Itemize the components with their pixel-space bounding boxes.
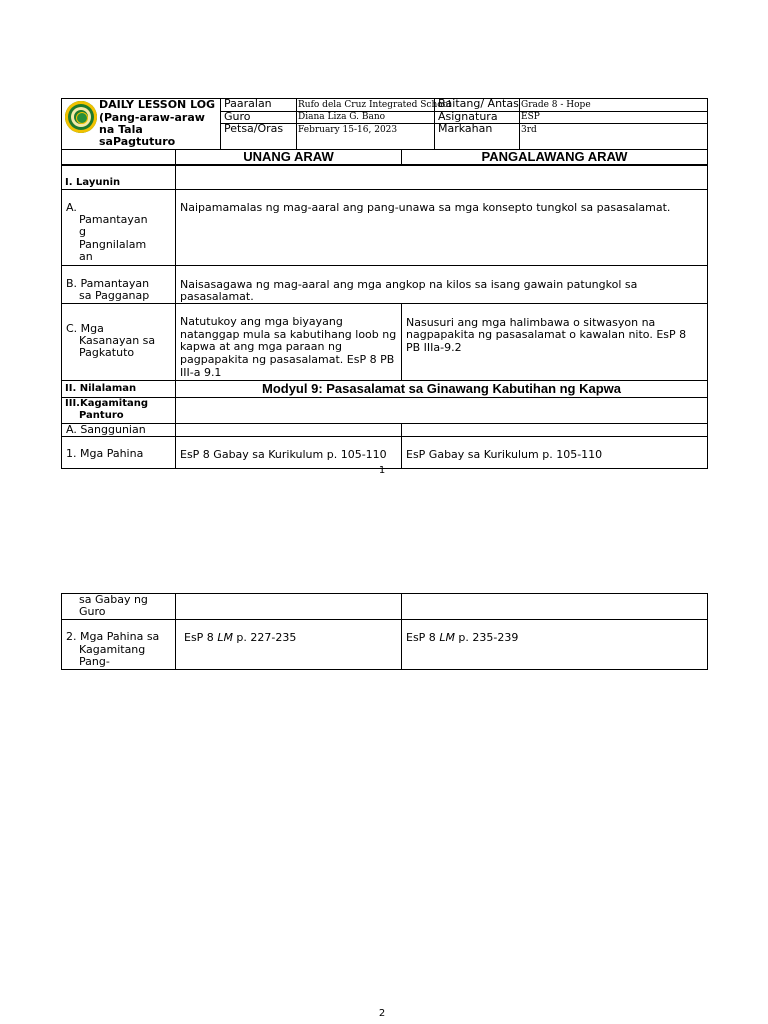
column-header-day2: PANGALAWANG ARAW [481,149,628,164]
lm-pages-day1: EsP 8 LM p. 227-235 [184,631,297,644]
rule [61,593,708,594]
rule [61,189,708,190]
rule [401,423,402,468]
performance-standard-line-2: pasasalamat. [180,290,254,303]
pahina-day1: EsP 8 Gabay sa Kurikulum p. 105-110 [180,448,387,461]
column-header-day1: UNANG ARAW [243,149,334,164]
row-label-c-line-2: Kasanayan sa [79,334,156,347]
log-title-line-2: (Pang-araw-araw [99,111,205,124]
rule [296,98,297,149]
log-title-line-4: saPagtuturo [99,135,176,148]
row-label-a-line-1: A. [66,201,77,214]
quarter-value: 3rd [521,125,537,135]
row-label-c-line-3: Pagkatuto [79,346,135,359]
performance-standard-line-1: Naisasagawa ng mag-aaral ang mga angkop na kilos sa isang gawain patungkol sa [180,278,638,291]
rule [401,593,402,669]
rule [61,669,708,670]
cont-label-line-1: sa Gabay ng [79,593,148,606]
competency-day2-line-3: PB IIIa-9.2 [406,341,462,354]
rule [519,98,520,149]
row-label-2-line-3: Pang- [79,655,110,668]
competency-day1-line-5: III-a 9.1 [180,366,222,379]
rule [401,303,402,380]
rule [61,593,62,669]
rule [61,164,708,166]
row-label-c-line-1: C. Mga [66,322,104,335]
row-label-b-line-1: B. Pamantayan [66,277,150,290]
teacher-label: Guro [224,110,251,123]
cont-label-line-2: Guro [79,605,106,618]
rule [61,397,708,398]
section-layunin: I. Layunin [65,177,121,188]
school-value: Rufo dela Cruz Integrated School [298,100,451,110]
school-seal-icon [65,101,97,133]
rule [707,98,708,468]
school-label: Paaralan [224,97,272,110]
row-label-a-line-4: Pangnilalam [79,238,147,251]
row-label-mga-pahina: 1. Mga Pahina [66,447,144,460]
competency-day1-line-2: natanggap mula sa kabutihang loob ng [180,328,397,341]
section-kagamitang-line-2: Panturo [79,410,124,421]
rule [707,593,708,669]
page-number: 2 [378,1008,386,1019]
lm-pages-day2: EsP 8 LM p. 235-239 [406,631,519,644]
row-label-a-line-2: Pamantayan [79,213,148,226]
subject-value: ESP [521,112,540,122]
rule [61,436,708,437]
date-time-label: Petsa/Oras [224,122,284,135]
competency-day1-line-4: pagpapakita ng pasasalamat. EsP 8 PB [180,353,395,366]
date-time-value: February 15-16, 2023 [298,125,398,135]
log-title-line-1: DAILY LESSON LOG [99,98,216,111]
grade-level-label: Baitang/ Antas [438,97,519,110]
rule [61,98,62,468]
pahina-day2: EsP Gabay sa Kurikulum p. 105-110 [406,448,603,461]
grade-level-value: Grade 8 - Hope [521,100,591,110]
teacher-value: Diana Liza G. Bano [298,112,386,122]
quarter-label: Markahan [438,122,493,135]
section-nilalaman: II. Nilalaman [65,383,137,394]
page-number: 1 [378,465,386,476]
competency-day1-line-3: kapwa at ang mga paraan ng [180,340,342,353]
rule [61,265,708,266]
rule [175,593,176,669]
rule [61,619,708,620]
content-standard-text: Naipamamalas ng mag-aaral ang pang-unawa sa mga konsepto tungkol sa pasasalamat. [180,201,671,214]
competency-day1-line-1: Natutukoy ang mga biyayang [180,315,343,328]
row-label-2-line-1: 2. Mga Pahina sa [66,630,160,643]
module-title: Modyul 9: Pasasalamat sa Ginawang Kabutihan ng Kapwa [261,381,622,396]
rule [61,303,708,304]
row-label-a-line-5: an [79,250,93,263]
rule [175,149,176,468]
subject-label: Asignatura [438,110,498,123]
row-label-sanggunian: A. Sanggunian [66,423,146,436]
log-title-line-3: na Tala [99,123,143,136]
row-label-2-line-2: Kagamitang [79,643,146,656]
row-label-b-line-2: sa Pagganap [79,289,150,302]
competency-day2-line-2: nagpapakita ng pasasalamat o kawalan nito. EsP 8 [406,328,687,341]
rule [220,98,221,149]
row-label-a-line-3: g [79,225,86,238]
rule [61,423,708,424]
competency-day2-line-1: Nasusuri ang mga halimbawa o sitwasyon na [406,316,656,329]
section-kagamitang-line-1: III.Kagamitang [65,398,149,409]
